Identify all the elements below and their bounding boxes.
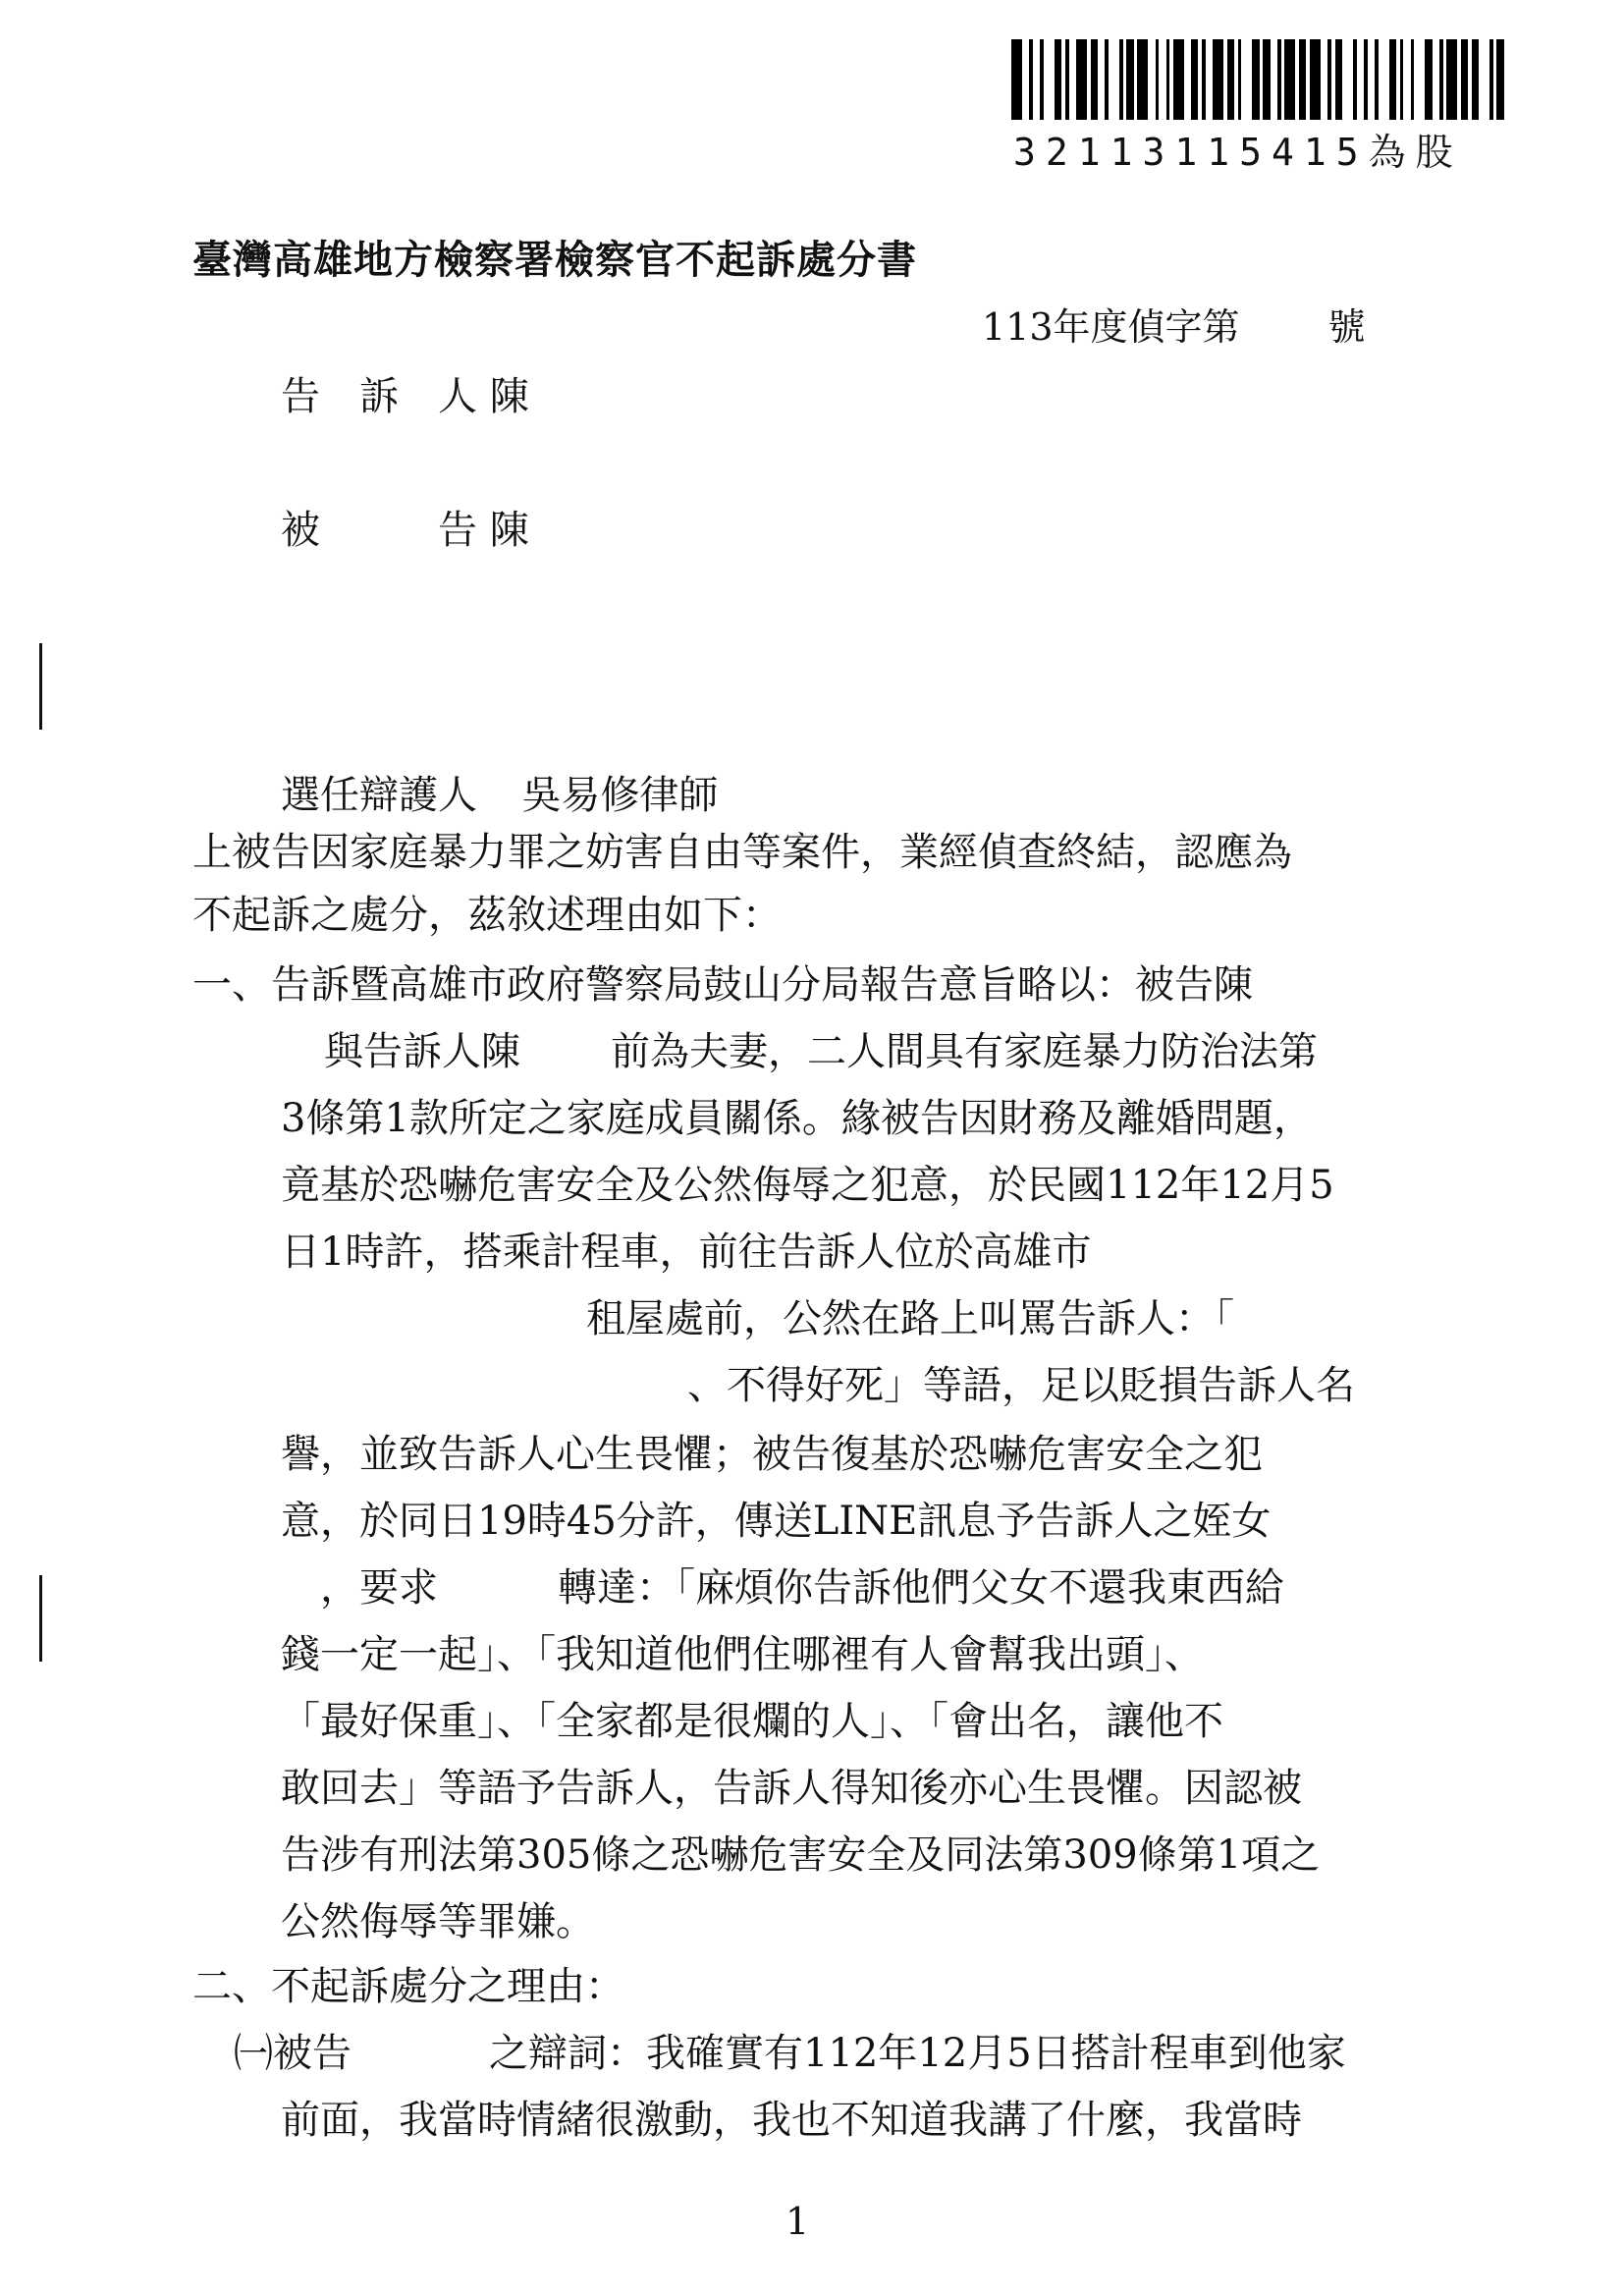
margin-mark xyxy=(39,1575,42,1662)
body-text: 前為夫妻，二人間具有家庭暴力防治法第 xyxy=(611,1029,1318,1074)
body-line: 、不得好死」等語，足以貶損告訴人名 xyxy=(687,1363,1355,1408)
barcode-number: 32113115415為股 xyxy=(1013,131,1463,174)
body-line: 公然侮辱等罪嫌。 xyxy=(281,1899,595,1944)
complainant-row xyxy=(281,365,529,421)
complainant-name: 陳 xyxy=(489,374,529,419)
section-heading: 二、不起訴處分之理由： xyxy=(192,1964,624,2009)
case-number xyxy=(982,297,1366,351)
complainant-label: 告 訴 人 xyxy=(281,374,477,419)
body-line: 3條第1款所定之家庭成員關係。緣被告因財務及離婚問題， xyxy=(281,1096,1313,1141)
body-line: 竟基於恐嚇危害安全及公然侮辱之犯意，於民國112年12月5 xyxy=(281,1163,1334,1208)
document-title: 臺灣高雄地方檢察署檢察官不起訴處分書 xyxy=(192,238,917,283)
body-line: 「最好保重」、「全家都是很爛的人」、「會出名，讓他不 xyxy=(281,1699,1223,1744)
body-line: 敢回去」等語予告訴人，告訴人得知後亦心生畏懼。因認被 xyxy=(281,1766,1302,1811)
body-text: ，要求 xyxy=(320,1565,438,1611)
body-line: 租屋處前，公然在路上叫罵告訴人：「 xyxy=(586,1296,1234,1341)
page-number: 1 xyxy=(785,2200,810,2243)
barcode-image xyxy=(1011,39,1512,120)
body-text: 之辯詞：我確實有112年12月5日搭計程車到他家 xyxy=(489,2031,1346,2076)
body-line xyxy=(234,2031,1346,2076)
defendant-row xyxy=(281,499,529,555)
body-line: 一、告訴暨高雄市政府警察局鼓山分局報告意旨略以：被告陳 xyxy=(192,962,1253,1008)
body-text: 轉達：「麻煩你告訴他們父女不還我東西給 xyxy=(558,1565,1284,1611)
body-line: 日1時許，搭乘計程車，前往告訴人位於高雄市 xyxy=(281,1229,1092,1275)
body-line: 上被告因家庭暴力罪之妨害自由等案件，業經偵查終結，認應為 xyxy=(192,830,1292,875)
body-line: 意，於同日19時45分許，傳送LINE訊息予告訴人之姪女 xyxy=(281,1499,1272,1544)
defense-name: 吳易修律師 xyxy=(521,773,719,818)
defendant-name: 陳 xyxy=(489,508,529,553)
body-text: ㈠被告 xyxy=(234,2031,352,2076)
body-line: 譽，並致告訴人心生畏懼；被告復基於恐嚇危害安全之犯 xyxy=(281,1432,1263,1477)
defense-row xyxy=(281,764,718,820)
margin-mark xyxy=(39,643,42,730)
body-line: 前面，我當時情緒很激動，我也不知道我講了什麼，我當時 xyxy=(281,2098,1302,2143)
body-line: 告涉有刑法第305條之恐嚇危害安全及同法第309條第1項之 xyxy=(281,1832,1321,1878)
body-line xyxy=(320,1565,1284,1611)
body-text: 與告訴人陳 xyxy=(324,1029,520,1074)
case-number-prefix: 113年度偵字第 xyxy=(982,305,1240,349)
case-number-suffix: 號 xyxy=(1327,305,1366,349)
defendant-label: 被 告 xyxy=(281,508,477,553)
body-line: 錢一定一起」、「我知道他們住哪裡有人會幫我出頭」、 xyxy=(281,1632,1204,1677)
body-line: 不起訴之處分，茲敘述理由如下： xyxy=(192,893,782,938)
defense-label: 選任辯護人 xyxy=(281,773,477,818)
body-line xyxy=(324,1029,1318,1074)
